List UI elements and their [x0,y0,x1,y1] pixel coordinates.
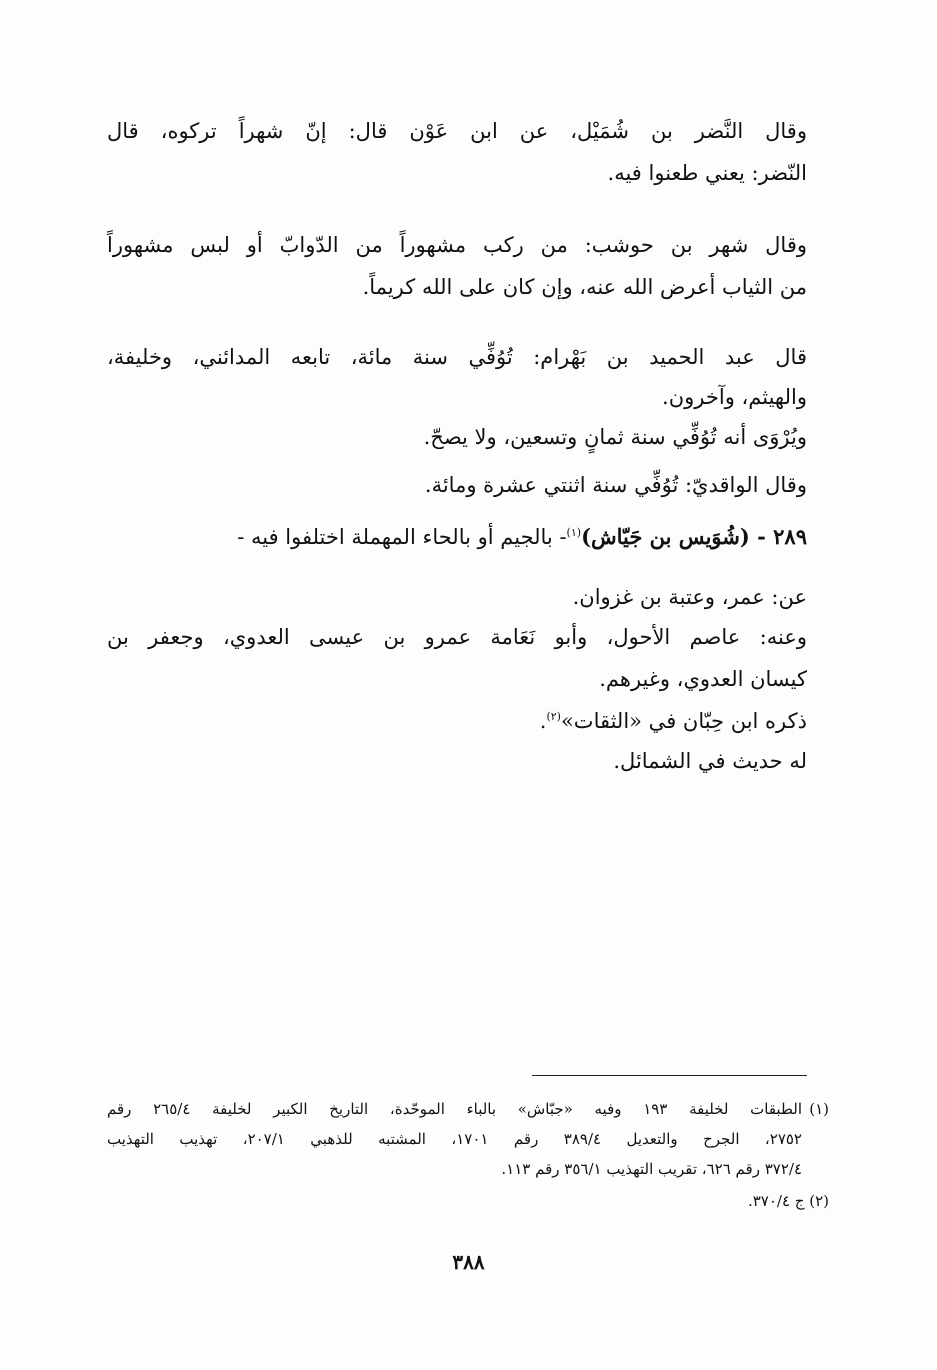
paragraph-anhu-line-1: وعنه: عاصم الأحول، وأبو نَعَامة عمرو بن عيسى العدوي، وجعفر بن [107,625,807,649]
footnote-separator [532,1075,807,1076]
paragraph-bahram-line-2: والهيثم، وآخرون. [662,385,807,409]
paragraph-hadith: له حديث في الشمائل. [613,749,807,773]
paragraph-yurwa: ويُرْوَى أنه تُوُفِّي سنة ثمانٍ وتسعين، ولا يصحّ. [423,425,807,449]
paragraph-bahram-line-1: قال عبد الحميد بن بَهْرام: تُوُفِّي سنة مائة، تابعه المدائني، وخليفة، [107,345,807,369]
entry-name: (شُوَيس بن جَيّاش) [581,524,750,549]
paragraph-anhu-line-2: كيسان العدوي، وغيرهم. [599,667,807,691]
paragraph-shahr-line-1: وقال شهر بن حوشب: من ركب مشهوراً من الدّوابّ أو لبس مشهوراً [107,233,807,257]
paragraph-an: عن: عمر، وعتبة بن غزوان. [572,585,807,609]
footnote-2: (٢) ج ٣٧٠/٤. [747,1192,829,1210]
page-number: ٣٨٨ [452,1250,485,1274]
paragraph-ibn-hibban [540,706,807,736]
footnote-1-number: (١) [809,1100,829,1118]
footnote-ref-1: (١) [566,526,582,539]
paragraph-shahr-line-2: من الثياب أعرض الله عنه، وإن كان على الله كريماً. [362,275,807,299]
footnote-1-text-1: الطبقات لخليفة ١٩٣ وفيه «جبّاش» بالباء الموحّدة، التاريخ الكبير لخليفة ٢٦٥/٤ رقم [107,1100,802,1118]
ibn-hibban-period: . [539,709,547,733]
entry-number: ٢٨٩ - [749,524,807,549]
footnote-1-line-3: ٣٧٢/٤ رقم ٦٢٦، تقريب التهذيب ٣٥٦/١ رقم ١١٣. [501,1160,802,1178]
entry-heading [237,522,807,552]
paragraph-nadr-line-1: وقال النَّضر بن شُمَيْل، عن ابن عَوْن قال: إنّ شهراً تركوه، قال [107,119,807,143]
paragraph-nadr-line-2: النّضر: يعني طعنوا فيه. [607,161,807,185]
footnote-ref-2: (٢) [546,710,561,723]
paragraph-waqidi: وقال الواقديّ: تُوُفِّي سنة اثنتي عشرة ومائة. [424,473,807,497]
entry-note: - بالجيم أو بالحاء المهملة اختلفوا فيه - [237,525,567,549]
ibn-hibban-text: ذكره ابن حِبّان في «الثقات» [560,709,807,733]
footnote-1-line-2: ٢٧٥٢، الجرح والتعديل ٣٨٩/٤ رقم ١٧٠١، المشتبه للذهبي ٢٠٧/١، تهذيب التهذيب [107,1130,802,1148]
